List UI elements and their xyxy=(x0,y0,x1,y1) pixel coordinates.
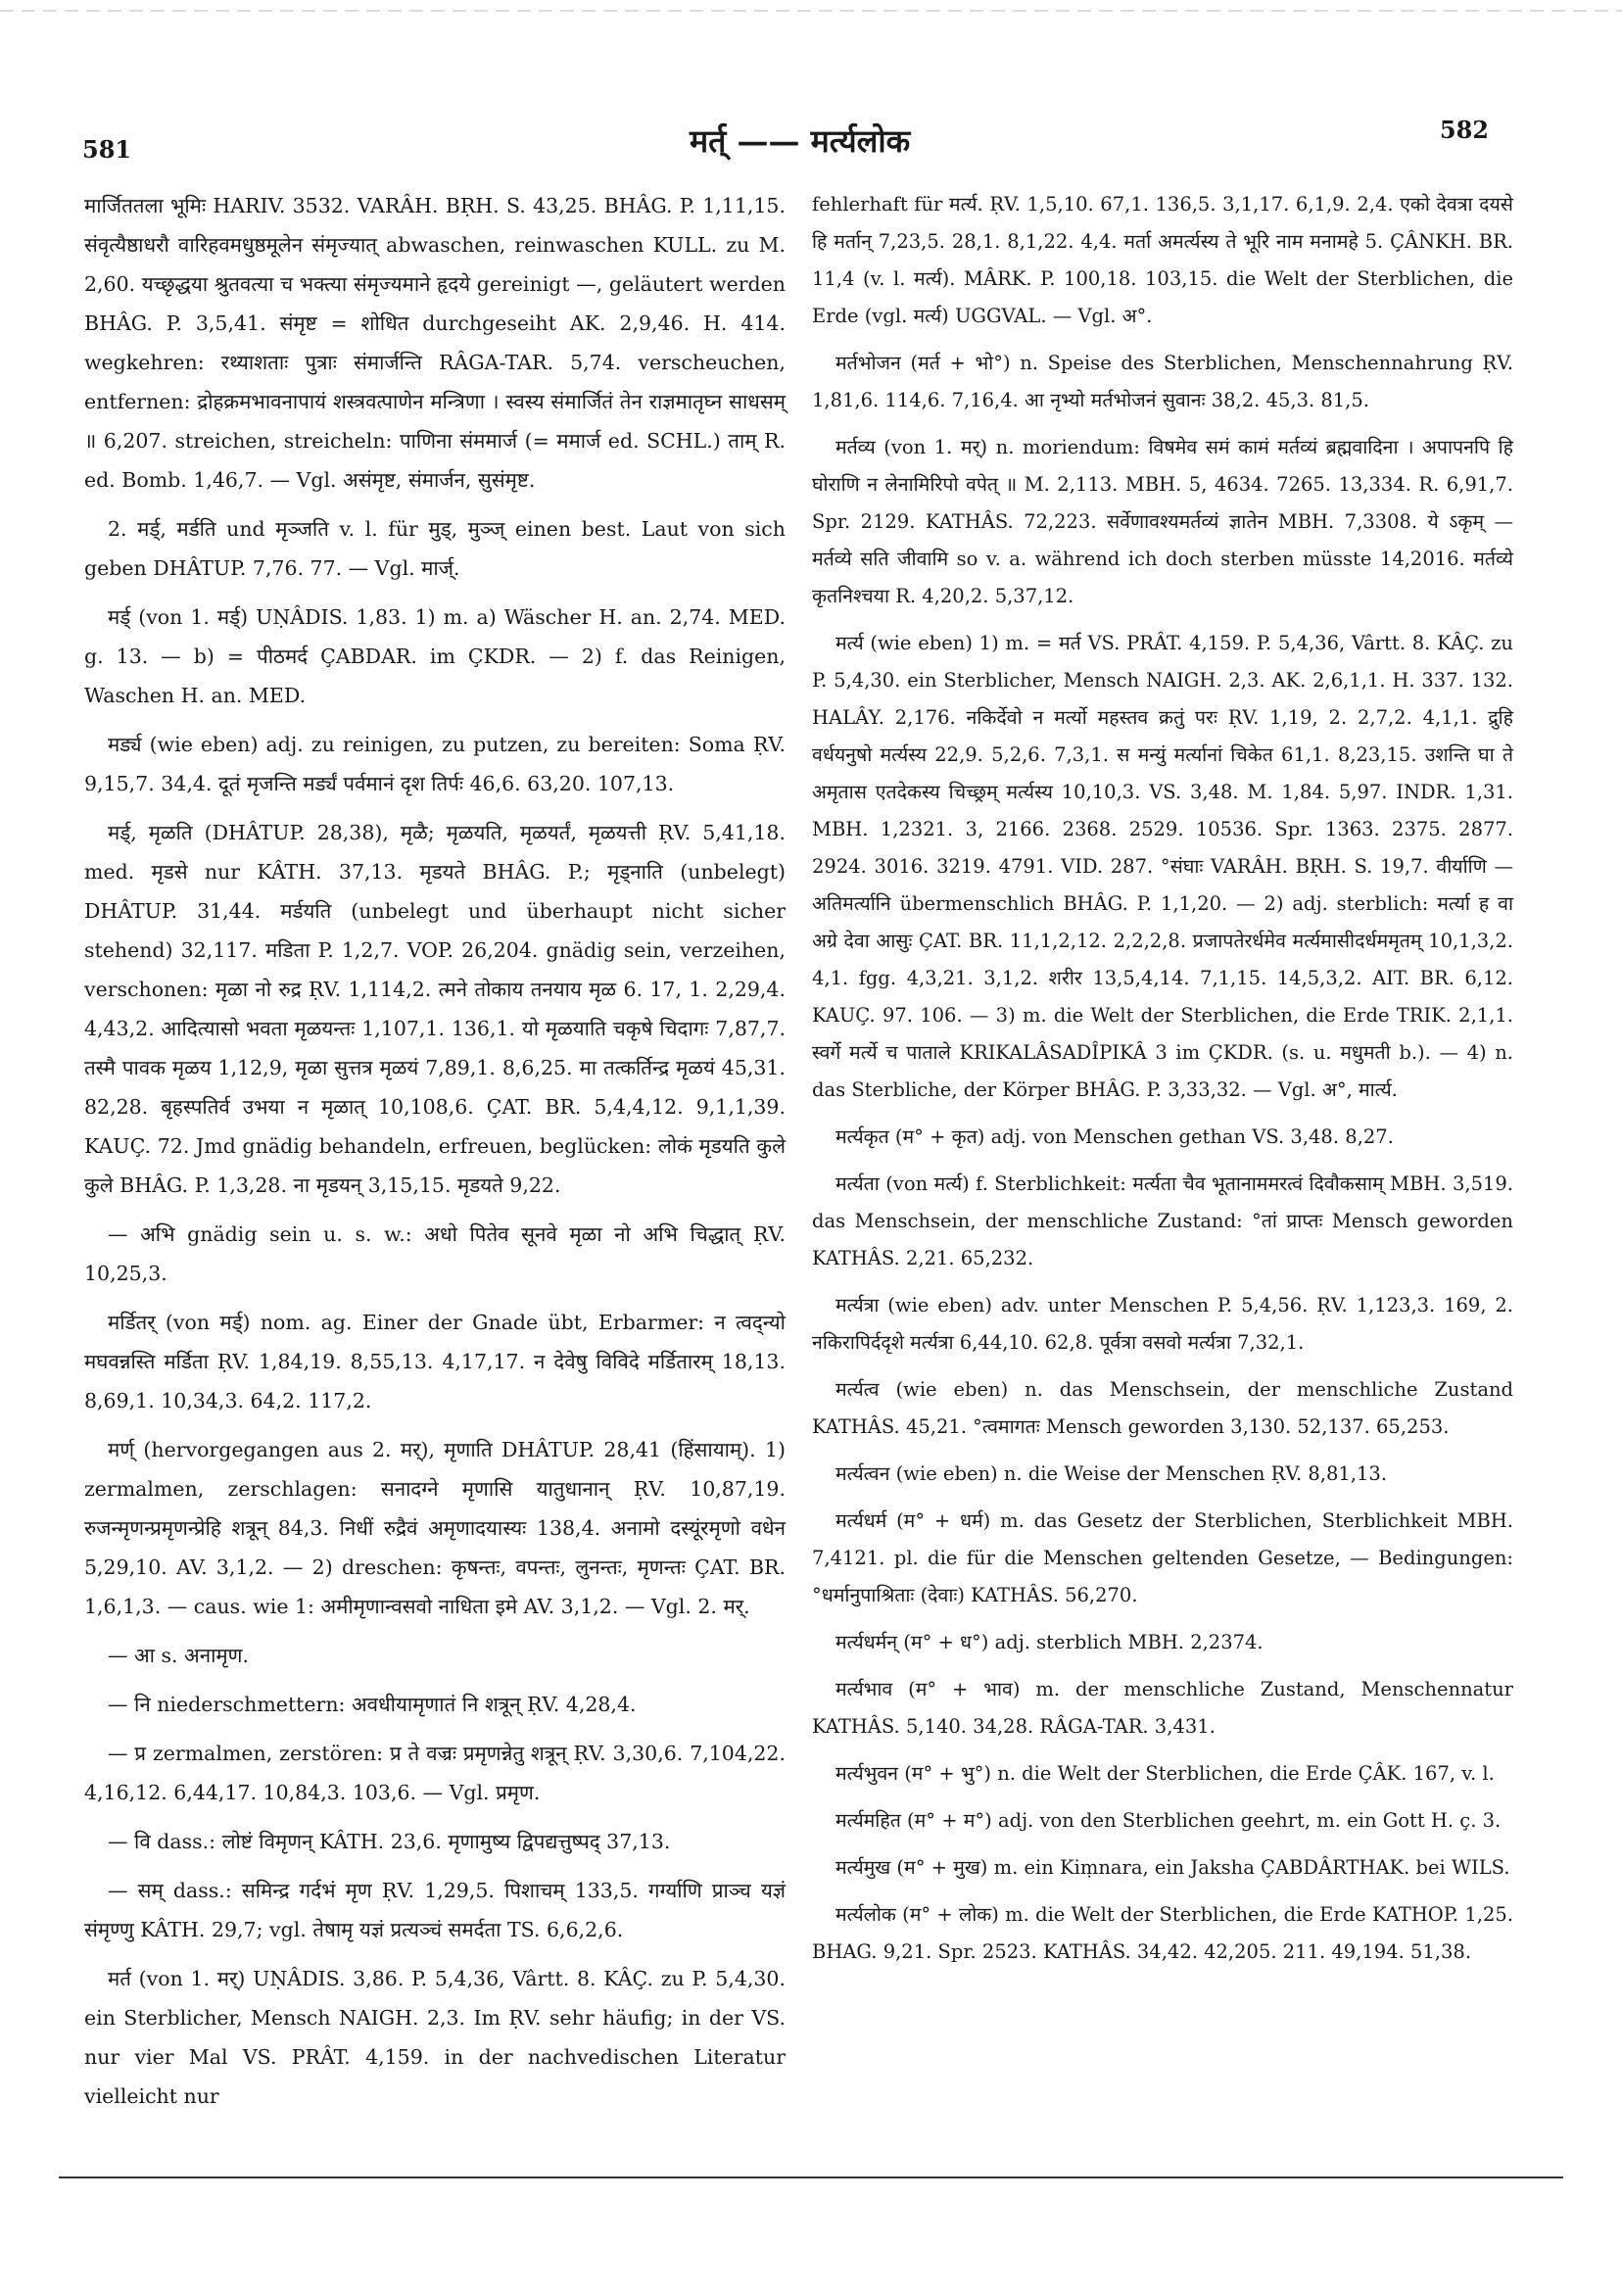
entry-paragraph: मर्त्यत्वन (wie eben) n. die Weise der Menschen ṚV. 8,81,13. xyxy=(835,1462,1388,1485)
scan-artifact-line xyxy=(0,10,1622,12)
entry-paragraph: मर्ड्य (wie eben) adj. zu reinigen, zu putzen, zu bereiten: Soma ṚV. 9,15,7. 34,4. दूतं मृजन्ति मर्ड्यं पर्वमानं दृश तिर्पः 46,6. 63,20. 107,13. xyxy=(84,733,786,795)
entry-paragraph: मर्त्यकृत (म° + कृत) adj. von Menschen gethan VS. 3,48. 8,27. xyxy=(835,1125,1394,1148)
entry-paragraph: — प्र zermalmen, zerstören: प्र ते वज्रः प्रमृणन्नेतु शत्रून् ṚV. 3,30,6. 7,104,22. 4,16,12. 6,44,17. 10,84,3. 103,6. — Vgl. प्रमृण. xyxy=(84,1742,786,1804)
entry-paragraph: मर्त्यधर्म (म° + धर्म) m. das Gesetz der Sterblichen, Sterblichkeit MBH. 7,4121. pl. die für die Menschen geltenden Gesetze, — Bedingungen: °धर्मानुपाश्रिताः (देवाः) KATHÂS. 56,270. xyxy=(812,1509,1513,1606)
entry-paragraph: मार्जिततला भूमिः HARIV. 3532. VARÂH. BṚH. S. 43,25. BHÂG. P. 1,11,15. संवृत्यैष्ठाधरौ वारिहवमधुष्ठमूलेन संमृज्यात् abwaschen, reinwaschen KULL. zu M. 2,60. यच्छृद्धया श्रुतवत्या च भक्त्या संमृज्यमाने हृदये gereinigt —, geläutert werden BHÂG. P. 3,5,41. संमृष्ट = शोधित durchgeseiht AK. 2,9,46. H. 414. wegkehren: रथ्याशताः पुत्राः संमार्जन्ति RÂGA-TAR. 5,74. verscheuchen, entfernen: द्रोहक्रमभावनापायं शस्त्रवत्पाणेन मन्त्रिणा । स्वस्य संमार्जितं तेन राज्ञमातृघ्न साधसम् ॥ 6,207. streichen, streicheln: पाणिना संममार्ज (= ममार्ज ed. SCHL.) ताम् R. ed. Bomb. 1,46,7. — Vgl. असंमृष्ट, संमार्जन, सुसंमृष्ट. xyxy=(84,194,786,492)
entry-paragraph: मर्त्यत्व (wie eben) n. das Menschsein, der menschliche Zustand KATHÂS. 45,21. °त्वमागतः Mensch geworden 3,130. 52,137. 65,253. xyxy=(812,1378,1513,1438)
entry-paragraph: मर्त्यभुवन (म° + भु°) n. die Welt der Sterblichen, die Erde ÇÂK. 167, v. l. xyxy=(835,1762,1495,1785)
entry-paragraph: मर्त्य (wie eben) 1) m. = मर्त VS. PRÂT. 4,159. P. 5,4,36, Vârtt. 8. KÂÇ. zu P. 5,4,30. ein Sterblicher, Mensch NAIGH. 2,3. AK. 2,6,1,1. H. 337. 132. HALÂY. 2,176. नकिर्देवो न मर्त्यो महस्तव क्रतुं परः ṚV. 1,19, 2. 2,7,2. 4,1,1. द्रुहि वर्धयनुषो मर्त्यस्य 22,9. 5,2,6. 7,3,1. स मन्युं मर्त्यानां चिकेत 61,1. 8,23,15. उशन्ति घा ते अमृतास एतदेकस्य चिच्छ्रम् मर्त्यस्य 10,10,3. VS. 3,48. M. 1,84. 5,97. INDR. 1,31. MBH. 1,2321. 3, 2166. 2368. 2529. 10536. Spr. 1363. 2375. 2877. 2924. 3016. 3219. 4791. VID. 287. °संघाः VARÂH. BṚH. S. 19,7. वीर्याणि — अतिमर्त्यानि übermenschlich BHÂG. P. 1,1,20. — 2) adj. sterblich: मर्त्या ह वा अग्रे देवा आसुः ÇAT. BR. 11,1,2,12. 2,2,2,8. प्रजापतेरर्धमेव मर्त्यमासीदर्धममृतम् 10,1,3,2. 4,1. fgg. 4,3,21. 3,1,2. शरीर 13,5,4,14. 7,1,15. 14,5,3,2. AIT. BR. 6,12. KAUÇ. 97. 106. — 3) m. die Welt der Sterblichen, die Erde TRIK. 2,1,1. स्वर्गे मर्त्ये च पाताले KRIKALÂSADÎPIKÂ 3 im ÇKDR. (s. u. मधुमती b.). — 4) n. das Sterbliche, der Körper BHÂG. P. 3,33,32. — Vgl. अ°, मार्त्य. xyxy=(812,632,1513,1101)
entry-paragraph: — आ s. अनामृण. xyxy=(108,1644,249,1667)
entry-paragraph: मर्डितर् (von मर्ड्) nom. ag. Einer der Gnade übt, Erbarmer: न त्वद्न्यो मघवन्नस्ति मर्डिता ṚV. 1,84,19. 8,55,13. 4,17,17. न देवेषु विविदे मर्डितारम् 18,13. 8,69,1. 10,34,3. 64,2. 117,2. xyxy=(84,1311,786,1412)
entry-paragraph: मर्तव्य (von 1. मर्) n. moriendum: विषमेव समं कामं मर्तव्यं ब्रह्मवादिना । अपापनपि हि घोराणि न लेनामिरिपो वपेत् ॥ M. 2,113. MBH. 5, 4634. 7265. 13,334. R. 6,91,7. Spr. 2129. KATHÂS. 72,223. सर्वेणावश्यमर्तव्यं ज्ञातेन MBH. 7,3308. ये ऽकृम् — मर्तव्ये सति जीवामि so v. a. während ich doch sterben müsste 14,2016. मर्तव्ये कृतनिश्चया R. 4,20,2. 5,37,12. xyxy=(812,436,1513,607)
left-page-number: 581 xyxy=(82,135,132,164)
entry-paragraph: 2. मर्ड्, मर्डति und मृञ्जति v. l. für मुड्, मुञ्ज् einen best. Laut von sich geben DHÂTUP. 7,76. 77. — Vgl. मार्ज्. xyxy=(84,517,786,580)
entry-paragraph: मर्त्यत्रा (wie eben) adv. unter Menschen P. 5,4,56. ṚV. 1,123,3. 169, 2. नकिरापिर्ददृशे मर्त्यत्रा 6,44,10. 62,8. पूर्वत्रा वसवो मर्त्यत्रा 7,32,1. xyxy=(812,1294,1513,1354)
entry-paragraph: — वि dass.: लोष्टं विमृणन् KÂTH. 23,6. मृणामुष्य द्विपद्यत्तुष्पद् 37,13. xyxy=(108,1830,671,1853)
entry-paragraph: मर्त (von 1. मर्) UṆÂDIS. 3,86. P. 5,4,36, Vârtt. 8. KÂÇ. zu P. 5,4,30. ein Sterblicher, Mensch NAIGH. 2,3. Im ṚV. sehr häufig; in der VS. nur vier Mal VS. PRÂT. 4,159. in der nachvedischen Literatur vielleicht nur xyxy=(84,1967,786,2108)
headword-range: मर्त् —— मर्त्यलोक xyxy=(690,122,911,160)
entry-paragraph: मर्तभोजन (मर्त + भो°) n. Speise des Sterblichen, Menschennahrung ṚV. 1,81,6. 114,6. 7,16,4. आ नृभ्यो मर्तभोजनं सुवानः 38,2. 45,3. 81,5. xyxy=(812,352,1513,411)
entry-paragraph: — अभि gnädig sein u. s. w.: अधो पितेव सूनवे मृळा नो अभि चिद्धात् ṚV. 10,25,3. xyxy=(84,1222,786,1285)
entry-paragraph: मर्ड् (von 1. मर्ड्) UṆÂDIS. 1,83. 1) m. a) Wäscher H. an. 2,74. MED. g. 13. — b) = पीठमर्द ÇABDAR. im ÇKDR. — 2) f. das Reinigen, Waschen H. an. MED. xyxy=(84,605,786,707)
footer-rule xyxy=(59,2176,1563,2178)
entry-paragraph: मर्त्यमुख (म° + मुख) m. ein Kiṃnara, ein Jaksha ÇABDÂRTHAK. bei WILS. xyxy=(835,1856,1510,1879)
entry-paragraph: — नि niederschmettern: अवधीयामृणातं नि शत्रून् ṚV. 4,28,4. xyxy=(108,1693,637,1716)
right-column xyxy=(812,186,1513,1981)
page-header xyxy=(82,116,1489,164)
entry-paragraph: मर्त्यलोक (म° + लोक) m. die Welt der Sterblichen, die Erde KATHOP. 1,25. BHAG. 9,21. Spr. 2523. KATHÂS. 34,42. 42,205. 211. 49,194. 51,38. xyxy=(812,1903,1513,1963)
entry-paragraph: fehlerhaft für मर्त्य. ṚV. 1,5,10. 67,1. 136,5. 3,1,17. 6,1,9. 2,4. एको देवत्रा दयसे हि मर्तान् 7,23,5. 28,1. 8,1,22. 4,4. मर्ता अमर्त्यस्य ते भूरि नाम मनामहे 5. ÇÂNKH. BR. 11,4 (v. l. मर्त्य). MÂRK. P. 100,18. 103,15. die Welt der Sterblichen, die Erde (vgl. मर्त्य) UGGVAL. — Vgl. अ°. xyxy=(812,193,1513,327)
entry-paragraph: मर्ड्, मृळति (DHÂTUP. 28,38), मृळै; मृळयति, मृळयर्तं, मृळयत्ती ṚV. 5,41,18. med. मृडसे nur KÂTH. 37,13. मृडयते BHÂG. P.; मृड्नाति (unbelegt) DHÂTUP. 31,44. मर्डयति (unbelegt und überhaupt nicht sicher stehend) 32,117. मडिता P. 1,2,7. VOP. 26,204. gnädig sein, verzeihen, verschonen: मृळा नो रुद्र ṚV. 1,114,2. त्मने तोकाय तनयाय मृळ 6. 17, 1. 2,29,4. 4,43,2. आदित्यासो भवता मृळयन्तः 1,107,1. 136,1. यो मृळयाति चकृषे चिदागः 7,87,7. तस्मै पावक मृळय 1,12,9, मृळा सुत्तत्र मृळयं 7,89,1. 8,6,25. मा तत्कर्तिन्द्र मृळयं 45,31. 82,28. बृहस्पतिर्व उभया न मृळात् 10,108,6. ÇAT. BR. 5,4,4,12. 9,1,1,39. KAUÇ. 72. Jmd gnädig behandeln, erfreuen, beglücken: लोकं मृडयति कुले कुले BHÂG. P. 1,3,28. ना मृडयन् 3,15,15. मृडयते 9,22. xyxy=(84,821,786,1197)
entry-paragraph: — सम् dass.: समिन्द्र गर्दभं मृण ṚV. 1,29,5. पिशाचम् 133,5. गर्ग्याणि प्राञ्च यज्ञं संमृण्णु KÂTH. 29,7; vgl. तेषामृ यज्ञं प्रत्यञ्चं समर्दता TS. 6,6,2,6. xyxy=(84,1879,786,1941)
left-column xyxy=(84,186,786,2126)
right-page-number: 582 xyxy=(1439,116,1489,144)
entry-paragraph: मर्त्यमहित (म° + म°) adj. von den Sterblichen geehrt, m. ein Gott H. ç. 3. xyxy=(835,1809,1502,1832)
entry-paragraph: मर्ण् (hervorgegangen aus 2. मर्), मृणाति DHÂTUP. 28,41 (हिंसायाम्). 1) zermalmen, zerschlagen: सनादग्ने मृणासि यातुधानान् ṚV. 10,87,19. रुजन्मृणन्प्रमृणन्प्रेहि शत्रून् 84,3. निधीं रुद्रैवं अमृणादयास्यः 138,4. अनामो दस्यूंरमृणो वधेन 5,29,10. AV. 3,1,2. — 2) dreschen: कृषन्तः, वपन्तः, लुनन्तः, मृणन्तः ÇAT. BR. 1,6,1,3. — caus. wie 1: अमीमृणान्वसवो नाधिता इमे AV. 3,1,2. — Vgl. 2. मर्. xyxy=(84,1438,786,1618)
entry-paragraph: मर्त्यधर्मन् (म° + ध°) adj. sterblich MBH. 2,2374. xyxy=(835,1631,1264,1653)
entry-paragraph: मर्त्यता (von मर्त्य) f. Sterblichkeit: मर्त्यता चैव भूतानाममरत्वं दिवौकसाम् MBH. 3,519. das Menschsein, der menschliche Zustand: °तां प्राप्तः Mensch geworden KATHÂS. 2,21. 65,232. xyxy=(812,1172,1513,1269)
entry-paragraph: मर्त्यभाव (म° + भाव) m. der menschliche Zustand, Menschennatur KATHÂS. 5,140. 34,28. RÂGA-TAR. 3,431. xyxy=(812,1678,1513,1738)
